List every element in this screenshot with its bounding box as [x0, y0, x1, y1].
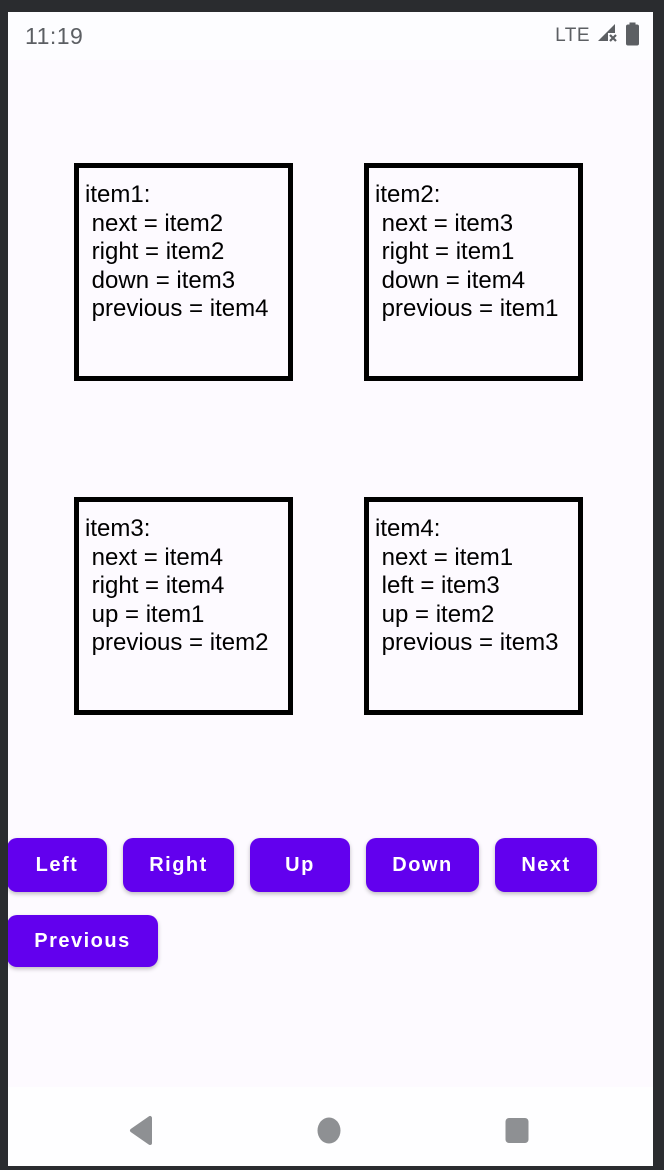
down-button[interactable]: Down — [366, 838, 479, 892]
item1-line-previous: previous = item4 — [85, 295, 269, 322]
button-row — [8, 838, 597, 892]
network-type-label: LTE — [555, 25, 590, 46]
item2-line-down: down = item4 — [375, 266, 526, 294]
left-button[interactable]: Left — [8, 838, 107, 892]
item2-line-right: right = item1 — [375, 238, 515, 265]
status-bar — [8, 12, 653, 60]
screen — [8, 12, 653, 1166]
item1-card — [74, 163, 293, 381]
battery-icon — [625, 22, 640, 51]
item1-line-down: down = item3 — [85, 266, 236, 294]
item2-line-next: next = item3 — [375, 209, 514, 237]
next-button[interactable]: Next — [495, 838, 597, 892]
item3-card — [74, 497, 293, 715]
previous-button[interactable]: Previous — [8, 915, 158, 967]
item2-card — [364, 163, 583, 381]
item4-line-previous: previous = item3 — [375, 629, 559, 656]
nav-recents-icon[interactable] — [504, 1115, 530, 1146]
content-area — [8, 60, 653, 1087]
item4-card — [364, 497, 583, 715]
item1-title: item1: — [85, 181, 151, 208]
item4-line-next: next = item1 — [375, 543, 514, 571]
signal-no-internet-icon — [597, 23, 618, 49]
item1-line-right: right = item2 — [85, 238, 225, 265]
item2-line-previous: previous = item1 — [375, 295, 559, 322]
item4-title: item4: — [375, 515, 441, 542]
item3-line-next: next = item4 — [85, 543, 224, 571]
navigation-bar — [8, 1087, 653, 1166]
nav-back-icon[interactable] — [128, 1115, 154, 1146]
up-button[interactable]: Up — [250, 838, 350, 892]
item2-title: item2: — [375, 181, 441, 208]
item3-title: item3: — [85, 515, 151, 542]
item3-line-up: up = item1 — [85, 600, 205, 628]
item4-line-left: left = item3 — [375, 572, 500, 599]
item4-line-up: up = item2 — [375, 600, 495, 628]
item1-line-next: next = item2 — [85, 209, 224, 237]
item3-line-previous: previous = item2 — [85, 629, 269, 656]
nav-home-icon[interactable] — [316, 1115, 342, 1146]
status-time: 11:19 — [25, 22, 84, 49]
status-icons — [555, 22, 640, 51]
right-button[interactable]: Right — [123, 838, 234, 892]
item3-line-right: right = item4 — [85, 572, 225, 599]
